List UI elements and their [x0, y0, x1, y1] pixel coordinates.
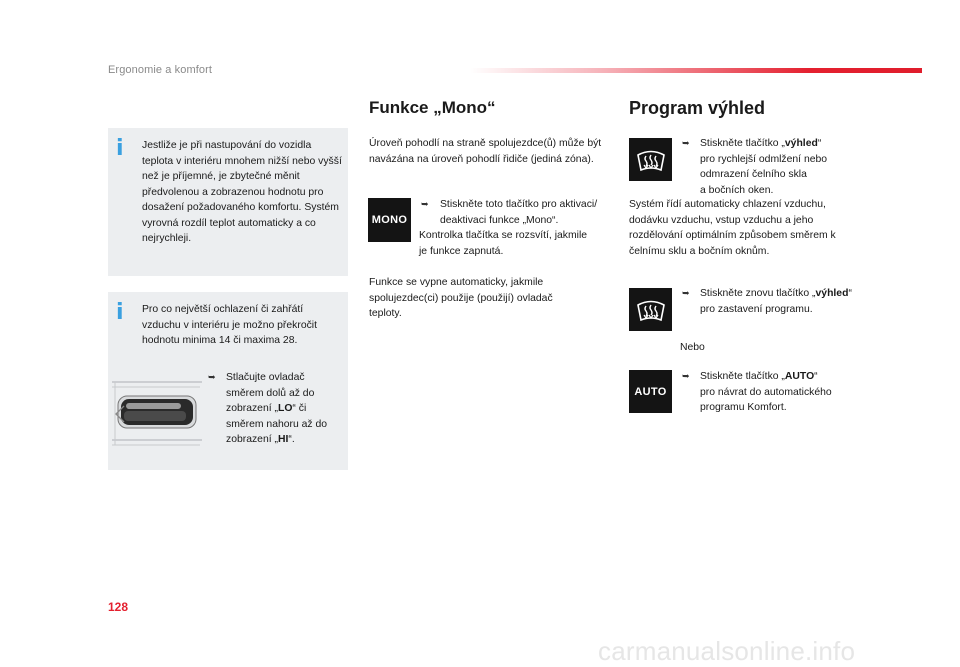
- mono-instruction: Stiskněte toto tlačítko pro aktivaci/ deaktivaci funkce „Mono“. Kontrolka tlačítka se rozsvítí, jakmile je funkce zapnutá.: [419, 199, 598, 257]
- info-icon: i: [116, 136, 124, 161]
- page-number: 128: [108, 600, 129, 614]
- program-step-2: Stiskněte znovu tlačítko „výhled“ pro zastavení programu.: [700, 288, 852, 315]
- auto-button-icon: AUTO: [629, 370, 672, 413]
- info-box-text: Jestliže je při nastupování do vozidla teplota v interiéru mnohem nižší nebo vyšší než je příjemné, je zbytečné měnit předvolenou a zobrazenou hodnotu pro dosažení požadovaného komfortu. Systém vyrovná rozdíl teplot automaticky a co nejrychleji.: [142, 140, 342, 244]
- dial-instruction: Stlačujte ovladač směrem dolů až do zobrazení „LO“ či směrem nahoru až do zobrazení „HI“.: [226, 372, 328, 445]
- bullet-arrow-icon: ➥: [421, 200, 429, 210]
- bullet-arrow-icon: ➥: [208, 373, 216, 383]
- temperature-dial-illustration: [112, 378, 204, 450]
- bullet-arrow-icon: ➥: [682, 289, 690, 299]
- info-box-limits: [108, 292, 348, 470]
- program-step-1: Stiskněte tlačítko „výhled“ pro rychlejší odmlžení nebo odmrazení čelního skla a bočních oken.: [700, 138, 828, 196]
- header-accent-bar: [470, 68, 922, 73]
- mono-intro: Úroveň pohodlí na straně spolujezdce(ů) může být navázána na úroveň pohodlí řidiče (jediná zóna).: [369, 138, 602, 165]
- watermark: carmanualsonline.info: [598, 636, 856, 666]
- bullet-arrow-icon: ➥: [682, 139, 690, 149]
- mono-auto-off-note: Funkce se vypne automaticky, jakmile spolujezdec(ci) použije (použijí) ovladač teploty.: [369, 277, 553, 319]
- windshield-defrost-icon: [636, 297, 666, 323]
- or-text: Nebo: [680, 342, 705, 353]
- info-box-temperature: [108, 128, 348, 276]
- info-icon: i: [116, 300, 124, 325]
- program-system-text: Systém řídí automaticky chlazení vzduchu, dodávku vzduchu, vstup vzduchu a jeho rozdělování optimálním způsobem směrem k čelnímu sklu a bočním oknům.: [629, 199, 836, 257]
- mono-button-icon: MONO: [368, 198, 411, 242]
- program-step-3: Stiskněte tlačítko „AUTO“ pro návrat do automatického programu Komfort.: [700, 371, 832, 413]
- info-box-text: Pro co největší ochlazení či zahřátí vzduchu v interiéru je možno překročit hodnotu minima 14 či maxima 28.: [142, 304, 317, 346]
- windshield-defrost-icon: [636, 147, 666, 173]
- windshield-defrost-button-icon: [629, 288, 672, 331]
- bullet-arrow-icon: ➥: [682, 372, 690, 382]
- section-title: Ergonomie a komfort: [108, 64, 212, 76]
- mono-heading: Funkce „Mono“: [369, 98, 496, 117]
- windshield-defrost-button-icon: [629, 138, 672, 181]
- program-heading: Program výhled: [629, 98, 766, 118]
